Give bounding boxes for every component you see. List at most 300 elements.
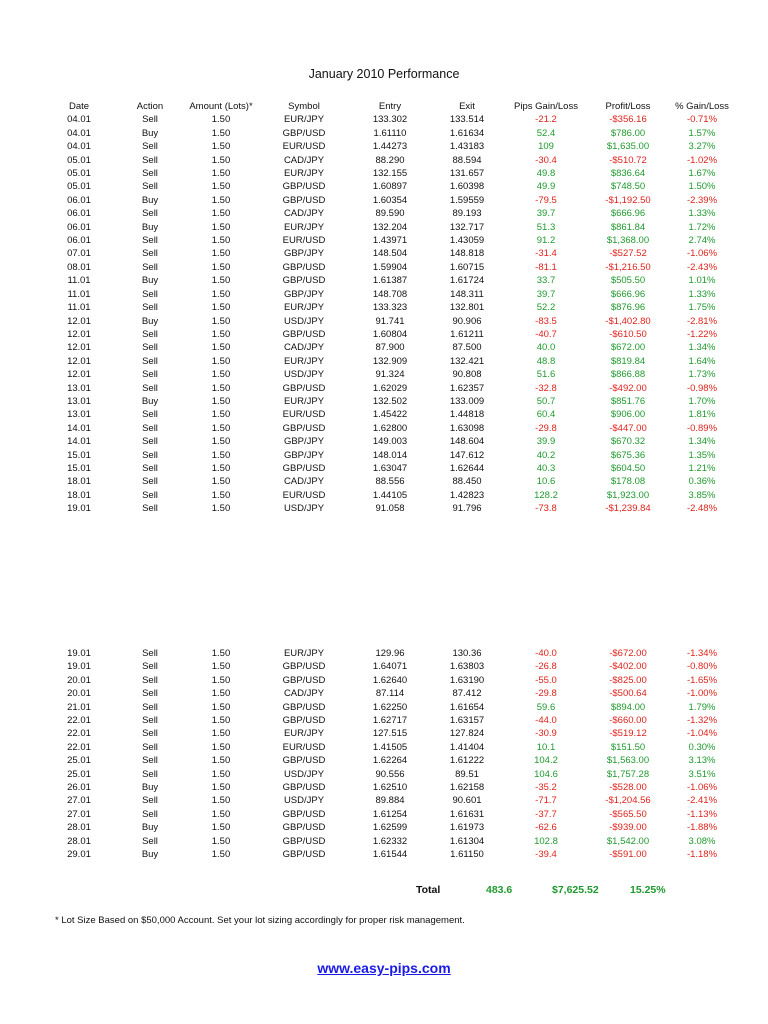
cell-date: 12.01 xyxy=(67,315,91,327)
total-label: Total xyxy=(416,884,441,896)
cell-action: Sell xyxy=(142,688,158,700)
cell-percent: -0.80% xyxy=(686,661,718,673)
cell-pips: 91.2 xyxy=(536,235,556,247)
table-row xyxy=(40,794,738,807)
cell-entry: 1.41505 xyxy=(372,741,408,753)
cell-percent: -1.34% xyxy=(686,648,718,659)
cell-entry: 1.62332 xyxy=(372,835,408,847)
cell-profit-loss: $819.84 xyxy=(610,355,646,367)
cell-profit-loss: $672.00 xyxy=(610,342,646,354)
cell-exit: 89.193 xyxy=(452,208,482,220)
cell-entry: 1.59904 xyxy=(372,261,408,273)
cell-pips: 10.1 xyxy=(536,741,556,753)
cell-action: Sell xyxy=(142,728,158,740)
table-row xyxy=(40,489,738,502)
cell-percent: -1.00% xyxy=(686,688,718,700)
cell-entry: 1.62264 xyxy=(372,755,408,767)
cell-percent: -1.88% xyxy=(686,822,718,834)
cell-action: Sell xyxy=(142,715,158,727)
cell-percent: -0.71% xyxy=(686,114,718,126)
cell-date: 19.01 xyxy=(67,648,91,659)
cell-symbol: GBP/JPY xyxy=(283,449,325,461)
cell-pips: -29.8 xyxy=(535,422,557,434)
cell-profit-loss: $1,542.00 xyxy=(606,835,650,847)
cell-action: Sell xyxy=(142,409,158,421)
total-profit: $7,625.52 xyxy=(552,884,599,896)
cell-percent: -1.13% xyxy=(686,808,718,820)
cell-pips: 39.9 xyxy=(536,436,556,448)
cell-amount: 1.50 xyxy=(211,355,231,367)
cell-date: 19.01 xyxy=(67,661,91,673)
table-row xyxy=(40,315,738,328)
footnote: * Lot Size Based on $50,000 Account. Set your lot sizing accordingly for proper risk management. xyxy=(55,915,465,926)
cell-profit-loss: -$591.00 xyxy=(609,849,647,861)
cell-symbol: GBP/JPY xyxy=(283,288,325,300)
header-symbol: Symbol xyxy=(288,101,320,112)
cell-exit: 87.500 xyxy=(452,342,482,354)
cell-percent: 1.73% xyxy=(688,369,716,381)
cell-amount: 1.50 xyxy=(211,141,231,153)
cell-action: Sell xyxy=(142,355,158,367)
cell-exit: 130.36 xyxy=(452,648,482,659)
table-row xyxy=(40,848,738,861)
cell-exit: 131.657 xyxy=(449,168,485,180)
total-percent: 15.25% xyxy=(630,884,666,896)
cell-percent: 1.64% xyxy=(688,355,716,367)
cell-action: Sell xyxy=(142,808,158,820)
cell-entry: 1.60804 xyxy=(372,328,408,340)
cell-date: 22.01 xyxy=(67,715,91,727)
cell-symbol: GBP/USD xyxy=(282,422,326,434)
cell-action: Buy xyxy=(141,275,159,287)
cell-profit-loss: -$402.00 xyxy=(609,661,647,673)
cell-pips: 48.8 xyxy=(536,355,556,367)
cell-amount: 1.50 xyxy=(211,315,231,327)
header-date: Date xyxy=(68,101,90,112)
cell-amount: 1.50 xyxy=(211,395,231,407)
cell-entry: 1.62800 xyxy=(372,422,408,434)
cell-profit-loss: $666.96 xyxy=(610,208,646,220)
trades-table-part1 xyxy=(40,100,738,516)
table-row xyxy=(40,475,738,488)
cell-action: Buy xyxy=(141,194,159,206)
table-row xyxy=(40,395,738,408)
cell-percent: -2.41% xyxy=(686,795,718,807)
cell-symbol: GBP/USD xyxy=(282,127,326,139)
cell-action: Sell xyxy=(142,648,158,659)
table-row xyxy=(40,167,738,180)
cell-date: 04.01 xyxy=(67,141,91,153)
cell-entry: 89.590 xyxy=(375,208,405,220)
cell-date: 05.01 xyxy=(67,168,91,180)
cell-action: Buy xyxy=(141,395,159,407)
cell-entry: 132.204 xyxy=(372,221,408,233)
cell-entry: 148.504 xyxy=(372,248,408,260)
cell-percent: -1.32% xyxy=(686,715,718,727)
cell-percent: -1.02% xyxy=(686,154,718,166)
cell-symbol: EUR/JPY xyxy=(283,221,325,233)
cell-profit-loss: -$1,204.56 xyxy=(605,795,651,807)
table-row xyxy=(40,727,738,740)
cell-date: 12.01 xyxy=(67,369,91,381)
cell-amount: 1.50 xyxy=(211,849,231,861)
cell-percent: 1.21% xyxy=(688,462,716,474)
table-row xyxy=(40,741,738,754)
cell-symbol: GBP/USD xyxy=(282,715,326,727)
cell-exit: 1.63190 xyxy=(449,674,485,686)
cell-symbol: USD/JPY xyxy=(283,315,325,327)
table-row xyxy=(40,687,738,700)
cell-amount: 1.50 xyxy=(211,181,231,193)
cell-symbol: GBP/USD xyxy=(282,808,326,820)
cell-action: Sell xyxy=(142,369,158,381)
cell-profit-loss: -$672.00 xyxy=(609,648,647,659)
cell-amount: 1.50 xyxy=(211,221,231,233)
table-row xyxy=(40,768,738,781)
cell-pips: 52.2 xyxy=(536,302,556,314)
cell-pips: -37.7 xyxy=(535,808,557,820)
cell-date: 22.01 xyxy=(67,728,91,740)
cell-action: Sell xyxy=(142,741,158,753)
cell-entry: 1.61254 xyxy=(372,808,408,820)
cell-exit: 1.61973 xyxy=(449,822,485,834)
table-row xyxy=(40,221,738,234)
cell-action: Sell xyxy=(142,674,158,686)
cell-action: Sell xyxy=(142,795,158,807)
cell-exit: 90.906 xyxy=(452,315,482,327)
table-row xyxy=(40,449,738,462)
cell-amount: 1.50 xyxy=(211,755,231,767)
cell-amount: 1.50 xyxy=(211,835,231,847)
cell-pips: 52.4 xyxy=(536,127,556,139)
cell-action: Sell xyxy=(142,141,158,153)
cell-symbol: GBP/USD xyxy=(282,194,326,206)
cell-exit: 147.612 xyxy=(449,449,485,461)
cell-symbol: EUR/USD xyxy=(282,489,326,501)
table-row xyxy=(40,328,738,341)
cell-symbol: GBP/USD xyxy=(282,755,326,767)
cell-date: 11.01 xyxy=(67,288,91,300)
cell-exit: 1.62357 xyxy=(449,382,485,394)
cell-percent: -2.81% xyxy=(686,315,718,327)
cell-symbol: GBP/USD xyxy=(282,328,326,340)
table-row xyxy=(40,368,738,381)
cell-action: Sell xyxy=(142,328,158,340)
cell-symbol: EUR/USD xyxy=(282,741,326,753)
cell-percent: 3.13% xyxy=(688,755,716,767)
cell-amount: 1.50 xyxy=(211,208,231,220)
cell-symbol: CAD/JPY xyxy=(283,342,325,354)
cell-percent: 1.34% xyxy=(688,342,716,354)
cell-symbol: EUR/JPY xyxy=(283,648,325,659)
cell-pips: -31.4 xyxy=(535,248,557,260)
cell-exit: 1.42823 xyxy=(449,489,485,501)
cell-date: 21.01 xyxy=(67,701,91,713)
table-row xyxy=(40,382,738,395)
cell-exit: 1.44818 xyxy=(449,409,485,421)
cell-amount: 1.50 xyxy=(211,808,231,820)
cell-amount: 1.50 xyxy=(211,409,231,421)
cell-pips: -30.4 xyxy=(535,154,557,166)
cell-amount: 1.50 xyxy=(211,436,231,448)
cell-amount: 1.50 xyxy=(211,476,231,488)
cell-entry: 127.515 xyxy=(372,728,408,740)
cell-exit: 1.62158 xyxy=(449,782,485,794)
cell-symbol: EUR/USD xyxy=(282,141,326,153)
cell-pips: 49.8 xyxy=(536,168,556,180)
cell-exit: 1.61654 xyxy=(449,701,485,713)
cell-pips: -55.0 xyxy=(535,674,557,686)
cell-date: 28.01 xyxy=(67,822,91,834)
cell-exit: 132.801 xyxy=(449,302,485,314)
cell-entry: 1.61387 xyxy=(372,275,408,287)
cell-symbol: EUR/JPY xyxy=(283,395,325,407)
cell-percent: -1.65% xyxy=(686,674,718,686)
cell-exit: 132.421 xyxy=(449,355,485,367)
cell-amount: 1.50 xyxy=(211,449,231,461)
cell-action: Sell xyxy=(142,476,158,488)
header-percent: % Gain/Loss xyxy=(675,101,729,112)
cell-profit-loss: -$500.64 xyxy=(609,688,647,700)
cell-pips: -35.2 xyxy=(535,782,557,794)
cell-exit: 148.311 xyxy=(450,288,484,300)
cell-exit: 1.63803 xyxy=(449,661,485,673)
cell-date: 25.01 xyxy=(67,768,91,780)
cell-entry: 132.155 xyxy=(372,168,408,180)
cell-profit-loss: $861.84 xyxy=(610,221,646,233)
cell-symbol: USD/JPY xyxy=(283,503,325,515)
cell-symbol: GBP/JPY xyxy=(283,436,325,448)
cell-action: Sell xyxy=(142,768,158,780)
cell-pips: 60.4 xyxy=(536,409,556,421)
header-entry: Entry xyxy=(378,101,402,112)
cell-amount: 1.50 xyxy=(211,382,231,394)
cell-entry: 88.290 xyxy=(375,154,405,166)
cell-entry: 1.44273 xyxy=(372,141,408,153)
cell-percent: -1.18% xyxy=(686,849,718,861)
cell-pips: -39.4 xyxy=(535,849,557,861)
cell-action: Sell xyxy=(142,661,158,673)
cell-date: 04.01 xyxy=(67,127,91,139)
cell-symbol: GBP/USD xyxy=(282,835,326,847)
cell-pips: -81.1 xyxy=(535,261,557,273)
cell-entry: 133.323 xyxy=(372,302,408,314)
cell-pips: 102.8 xyxy=(534,835,558,847)
cell-entry: 132.502 xyxy=(372,395,408,407)
cell-entry: 87.900 xyxy=(375,342,405,354)
table-row xyxy=(40,502,738,515)
cell-entry: 149.003 xyxy=(372,436,408,448)
cell-date: 11.01 xyxy=(67,302,91,314)
cell-percent: 3.27% xyxy=(688,141,716,153)
cell-pips: 40.3 xyxy=(536,462,556,474)
cell-symbol: GBP/USD xyxy=(282,782,326,794)
table-row xyxy=(40,355,738,368)
table-row xyxy=(40,234,738,247)
table-header-row xyxy=(40,100,738,113)
cell-date: 12.01 xyxy=(67,355,91,367)
table-row xyxy=(40,154,738,167)
cell-amount: 1.50 xyxy=(211,728,231,740)
cell-pips: 49.9 xyxy=(536,181,556,193)
cell-date: 05.01 xyxy=(67,154,91,166)
cell-percent: 2.74% xyxy=(688,235,716,247)
cell-amount: 1.50 xyxy=(211,154,231,166)
cell-amount: 1.50 xyxy=(211,248,231,260)
cell-entry: 1.61110 xyxy=(373,127,407,139)
cell-symbol: GBP/USD xyxy=(282,674,326,686)
cell-pips: -26.8 xyxy=(535,661,557,673)
cell-percent: 1.67% xyxy=(688,168,716,180)
cell-entry: 1.60897 xyxy=(372,181,408,193)
header-pips: Pips Gain/Loss xyxy=(514,101,578,112)
cell-action: Sell xyxy=(142,422,158,434)
cell-profit-loss: $1,368.00 xyxy=(606,235,650,247)
cell-pips: -32.8 xyxy=(535,382,557,394)
cell-profit-loss: $670.32 xyxy=(610,436,646,448)
table-row xyxy=(40,435,738,448)
cell-action: Sell xyxy=(142,168,158,180)
cell-profit-loss: $786.00 xyxy=(610,127,646,139)
cell-entry: 1.64071 xyxy=(372,661,408,673)
table-row xyxy=(40,647,738,660)
cell-profit-loss: $866.88 xyxy=(610,369,646,381)
cell-percent: 1.34% xyxy=(688,436,716,448)
cell-profit-loss: -$1,402.80 xyxy=(605,315,651,327)
cell-amount: 1.50 xyxy=(211,688,231,700)
cell-exit: 1.61304 xyxy=(449,835,485,847)
cell-symbol: CAD/JPY xyxy=(283,208,325,220)
cell-pips: 40.2 xyxy=(536,449,556,461)
cell-exit: 90.808 xyxy=(452,369,482,381)
cell-action: Sell xyxy=(142,449,158,461)
cell-profit-loss: -$527.52 xyxy=(609,248,647,260)
cell-symbol: GBP/USD xyxy=(282,462,326,474)
cell-symbol: GBP/USD xyxy=(282,661,326,673)
cell-entry: 1.63047 xyxy=(372,462,408,474)
cell-profit-loss: -$1,192.50 xyxy=(605,194,651,206)
cell-amount: 1.50 xyxy=(211,328,231,340)
cell-exit: 133.009 xyxy=(449,395,485,407)
cell-percent: -0.98% xyxy=(686,382,718,394)
cell-action: Buy xyxy=(141,782,159,794)
cell-profit-loss: -$610.50 xyxy=(609,328,647,340)
cell-amount: 1.50 xyxy=(211,701,231,713)
cell-percent: -1.22% xyxy=(686,328,718,340)
page-title: January 2010 Performance xyxy=(308,67,460,81)
cell-profit-loss: $1,563.00 xyxy=(606,755,650,767)
cell-profit-loss: $666.96 xyxy=(610,288,646,300)
cell-date: 14.01 xyxy=(67,436,91,448)
website-link[interactable]: www.easy-pips.com xyxy=(317,960,451,976)
cell-symbol: GBP/USD xyxy=(282,261,326,273)
cell-entry: 91.324 xyxy=(375,369,405,381)
cell-symbol: GBP/USD xyxy=(282,382,326,394)
cell-exit: 1.60398 xyxy=(449,181,485,193)
cell-action: Buy xyxy=(141,849,159,861)
cell-exit: 127.824 xyxy=(449,728,485,740)
cell-profit-loss: -$356.16 xyxy=(609,114,647,126)
cell-entry: 90.556 xyxy=(375,768,405,780)
cell-percent: 0.30% xyxy=(688,741,716,753)
cell-action: Sell xyxy=(142,701,158,713)
cell-symbol: GBP/USD xyxy=(282,701,326,713)
cell-action: Sell xyxy=(142,248,158,260)
cell-action: Sell xyxy=(142,288,158,300)
cell-action: Sell xyxy=(142,114,158,126)
cell-date: 06.01 xyxy=(67,208,91,220)
cell-exit: 1.63098 xyxy=(449,422,485,434)
cell-entry: 1.62510 xyxy=(372,782,408,794)
cell-symbol: GBP/USD xyxy=(282,822,326,834)
cell-amount: 1.50 xyxy=(211,741,231,753)
cell-pips: 40.0 xyxy=(536,342,556,354)
trades-table-part2 xyxy=(40,647,738,862)
cell-entry: 89.884 xyxy=(375,795,405,807)
cell-amount: 1.50 xyxy=(211,127,231,139)
cell-amount: 1.50 xyxy=(211,114,231,126)
cell-amount: 1.50 xyxy=(211,275,231,287)
cell-percent: -2.48% xyxy=(686,503,718,515)
cell-percent: 1.75% xyxy=(688,302,716,314)
cell-entry: 87.114 xyxy=(375,688,405,700)
table-row xyxy=(40,674,738,687)
cell-symbol: GBP/JPY xyxy=(283,248,325,260)
cell-profit-loss: -$660.00 xyxy=(609,715,647,727)
cell-exit: 1.60715 xyxy=(449,261,485,273)
cell-amount: 1.50 xyxy=(211,768,231,780)
cell-exit: 148.604 xyxy=(449,436,485,448)
cell-percent: 3.85% xyxy=(688,489,716,501)
cell-pips: 10.6 xyxy=(536,476,556,488)
cell-profit-loss: $836.64 xyxy=(610,168,646,180)
cell-action: Sell xyxy=(142,302,158,314)
cell-entry: 1.62717 xyxy=(372,715,408,727)
cell-entry: 129.96 xyxy=(375,648,405,659)
cell-percent: 1.70% xyxy=(688,395,716,407)
cell-date: 06.01 xyxy=(67,235,91,247)
cell-action: Sell xyxy=(142,261,158,273)
cell-symbol: CAD/JPY xyxy=(283,688,325,700)
cell-symbol: GBP/USD xyxy=(282,849,326,861)
cell-profit-loss: $851.76 xyxy=(610,395,646,407)
cell-pips: 59.6 xyxy=(536,701,556,713)
cell-pips: -40.7 xyxy=(535,328,557,340)
cell-pips: -30.9 xyxy=(535,728,557,740)
cell-percent: -2.39% xyxy=(686,194,718,206)
cell-profit-loss: $748.50 xyxy=(610,181,646,193)
cell-symbol: EUR/USD xyxy=(282,409,326,421)
cell-amount: 1.50 xyxy=(211,261,231,273)
cell-date: 11.01 xyxy=(67,275,91,287)
cell-amount: 1.50 xyxy=(211,489,231,501)
cell-symbol: USD/JPY xyxy=(283,795,325,807)
cell-pips: 104.2 xyxy=(534,755,558,767)
cell-symbol: EUR/JPY xyxy=(283,114,325,126)
cell-percent: 0.36% xyxy=(688,476,716,488)
cell-date: 25.01 xyxy=(67,755,91,767)
cell-amount: 1.50 xyxy=(211,648,231,659)
cell-exit: 1.43183 xyxy=(449,141,485,153)
cell-percent: -0.89% xyxy=(686,422,718,434)
cell-date: 28.01 xyxy=(67,835,91,847)
cell-action: Sell xyxy=(142,755,158,767)
cell-percent: 1.33% xyxy=(688,288,716,300)
cell-entry: 1.60354 xyxy=(372,194,408,206)
cell-pips: -83.5 xyxy=(535,315,557,327)
cell-profit-loss: -$447.00 xyxy=(609,422,647,434)
cell-action: Sell xyxy=(142,489,158,501)
